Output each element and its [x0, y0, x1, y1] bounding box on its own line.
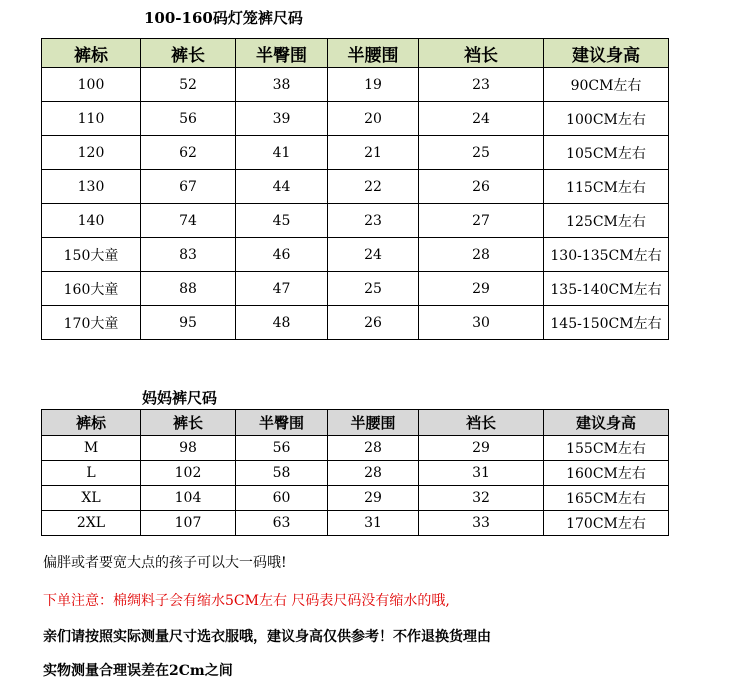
table-cell: 41 [236, 136, 328, 170]
table-cell: 45 [236, 204, 328, 238]
table-cell: 170CM左右 [544, 511, 669, 536]
column-header: 建议身高 [544, 39, 669, 68]
table-cell: 32 [419, 486, 544, 511]
table-cell: 95 [141, 306, 236, 340]
table-row [42, 511, 669, 536]
shrink-warning: 下单注意：棉绸料子会有缩水5CM左右 尺码表尺码没有缩水的哦, [43, 593, 450, 609]
table-cell: 27 [419, 204, 544, 238]
column-header: 裆长 [419, 39, 544, 68]
table-cell: 150大童 [42, 238, 141, 272]
error-note: 实物测量合理误差在2Cm之间 [43, 663, 233, 679]
column-header: 裤长 [141, 39, 236, 68]
table-cell: 23 [328, 204, 419, 238]
table-cell: 56 [236, 436, 328, 461]
column-header: 裤标 [42, 410, 141, 436]
table-row [42, 68, 669, 102]
table-cell: 28 [328, 436, 419, 461]
mom-size-table [41, 409, 669, 536]
table-cell: 30 [419, 306, 544, 340]
table-cell: 160大童 [42, 272, 141, 306]
column-header: 半臀围 [236, 410, 328, 436]
table-cell: 23 [419, 68, 544, 102]
table-cell: 29 [419, 272, 544, 306]
table-cell: 63 [236, 511, 328, 536]
table-cell: 120 [42, 136, 141, 170]
table-cell: 98 [141, 436, 236, 461]
table-row [42, 204, 669, 238]
table-cell: 44 [236, 170, 328, 204]
table-cell: M [42, 436, 141, 461]
table-row [42, 461, 669, 486]
table-cell: 60 [236, 486, 328, 511]
table-cell: 130 [42, 170, 141, 204]
table-cell: 2XL [42, 511, 141, 536]
kids-table-body [42, 68, 669, 340]
table-cell: 25 [419, 136, 544, 170]
table-row [42, 486, 669, 511]
table-cell: 28 [328, 461, 419, 486]
table-cell: 115CM左右 [544, 170, 669, 204]
kids-header-row [42, 39, 669, 68]
table-cell: 33 [419, 511, 544, 536]
table-cell: 20 [328, 102, 419, 136]
mom-size-chart-title: 妈妈裤尺码 [142, 389, 218, 407]
column-header: 半腰围 [328, 39, 419, 68]
table-cell: 160CM左右 [544, 461, 669, 486]
table-cell: 155CM左右 [544, 436, 669, 461]
table-cell: 26 [419, 170, 544, 204]
table-cell: 39 [236, 102, 328, 136]
table-cell: 104 [141, 486, 236, 511]
table-cell: 48 [236, 306, 328, 340]
table-cell: 56 [141, 102, 236, 136]
table-cell: 100 [42, 68, 141, 102]
table-cell: 24 [328, 238, 419, 272]
table-cell: 90CM左右 [544, 68, 669, 102]
size-up-note: 偏胖或者要宽大点的孩子可以大一码哦! [43, 555, 287, 571]
table-cell: 58 [236, 461, 328, 486]
table-cell: 21 [328, 136, 419, 170]
kids-size-table [41, 38, 669, 340]
table-cell: L [42, 461, 141, 486]
kids-size-chart-title: 100-160码灯笼裤尺码 [144, 9, 303, 27]
table-cell: 52 [141, 68, 236, 102]
table-cell: 100CM左右 [544, 102, 669, 136]
table-cell: 67 [141, 170, 236, 204]
table-cell: 170大童 [42, 306, 141, 340]
table-cell: 88 [141, 272, 236, 306]
mom-header-row [42, 410, 669, 436]
table-cell: 38 [236, 68, 328, 102]
table-cell: 31 [419, 461, 544, 486]
table-row [42, 102, 669, 136]
measure-note: 亲们请按照实际测量尺寸选衣服哦，建议身高仅供参考！不作退换货理由 [43, 629, 491, 645]
table-cell: 140 [42, 204, 141, 238]
table-cell: 28 [419, 238, 544, 272]
table-row [42, 436, 669, 461]
table-cell: 83 [141, 238, 236, 272]
table-cell: 26 [328, 306, 419, 340]
table-row [42, 136, 669, 170]
column-header: 半腰围 [328, 410, 419, 436]
table-cell: 74 [141, 204, 236, 238]
table-cell: 105CM左右 [544, 136, 669, 170]
table-cell: 130-135CM左右 [544, 238, 669, 272]
column-header: 裆长 [419, 410, 544, 436]
table-cell: 135-140CM左右 [544, 272, 669, 306]
table-cell: 102 [141, 461, 236, 486]
table-cell: 22 [328, 170, 419, 204]
table-row [42, 272, 669, 306]
table-cell: 125CM左右 [544, 204, 669, 238]
table-cell: 47 [236, 272, 328, 306]
column-header: 建议身高 [544, 410, 669, 436]
mom-table-body [42, 436, 669, 536]
table-cell: 107 [141, 511, 236, 536]
table-cell: 29 [419, 436, 544, 461]
table-cell: 145-150CM左右 [544, 306, 669, 340]
column-header: 半臀围 [236, 39, 328, 68]
table-cell: 31 [328, 511, 419, 536]
table-cell: 46 [236, 238, 328, 272]
table-cell: 25 [328, 272, 419, 306]
column-header: 裤标 [42, 39, 141, 68]
table-row [42, 170, 669, 204]
table-row [42, 238, 669, 272]
table-cell: 24 [419, 102, 544, 136]
table-row [42, 306, 669, 340]
table-cell: 19 [328, 68, 419, 102]
table-cell: XL [42, 486, 141, 511]
column-header: 裤长 [141, 410, 236, 436]
table-cell: 165CM左右 [544, 486, 669, 511]
table-cell: 29 [328, 486, 419, 511]
table-cell: 110 [42, 102, 141, 136]
table-cell: 62 [141, 136, 236, 170]
